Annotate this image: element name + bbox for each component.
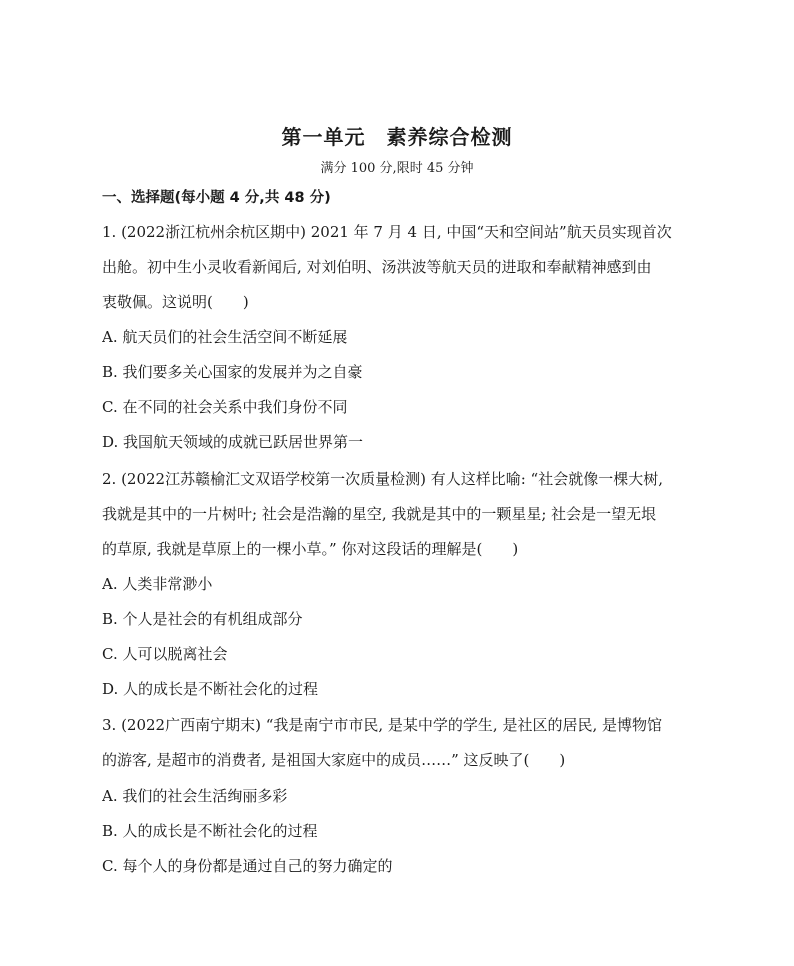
question-1-option-d: D. 我国航天领域的成就已跃居世界第一	[102, 433, 364, 451]
question-2-stem-line-1: 2. (2022江苏赣榆汇文双语学校第一次质量检测) 有人这样比喻: “社会就像一棵大树,	[102, 470, 663, 488]
question-3-stem-line-1: 3. (2022广西南宁期末) “我是南宁市市民, 是某中学的学生, 是社区的居民, 是博物馆	[102, 716, 663, 734]
question-1-stem-line-2: 出舱。初中生小灵收看新闻后, 对刘伯明、汤洪波等航天员的进取和奉献精神感到由	[102, 258, 652, 276]
question-2-option-c: C. 人可以脱离社会	[102, 645, 228, 663]
question-2-stem-line-2: 我就是其中的一片树叶; 社会是浩瀚的星空, 我就是其中的一颗星星; 社会是一望无垠	[102, 505, 657, 523]
question-3-option-c: C. 每个人的身份都是通过自己的努力确定的	[102, 857, 393, 875]
question-2-option-b: B. 个人是社会的有机组成部分	[102, 610, 303, 628]
question-2-option-a: A. 人类非常渺小	[102, 575, 213, 593]
question-2-stem-line-3: 的草原, 我就是草原上的一棵小草。” 你对这段话的理解是( )	[102, 540, 519, 558]
page-title: 第一单元 素养综合检测	[281, 125, 513, 149]
section-heading: 一、选择题(每小题 4 分,共 48 分)	[102, 190, 331, 206]
question-1-option-b: B. 我们要多关心国家的发展并为之自豪	[102, 363, 363, 381]
question-3-stem-line-2: 的游客, 是超市的消费者, 是祖国大家庭中的成员……” 这反映了( )	[102, 751, 566, 769]
page-subtitle: 满分 100 分,限时 45 分钟	[320, 161, 474, 176]
question-3-option-a: A. 我们的社会生活绚丽多彩	[102, 787, 288, 805]
question-3-option-b: B. 人的成长是不断社会化的过程	[102, 822, 318, 840]
question-2-option-d: D. 人的成长是不断社会化的过程	[102, 680, 319, 698]
question-1-option-c: C. 在不同的社会关系中我们身份不同	[102, 398, 348, 416]
question-1-stem-line-3: 衷敬佩。这说明( )	[102, 293, 249, 311]
question-1-stem-line-1: 1. (2022浙江杭州余杭区期中) 2021 年 7 月 4 日, 中国“天和空间站”航天员实现首次	[102, 223, 672, 241]
question-1-option-a: A. 航天员们的社会生活空间不断延展	[102, 328, 348, 346]
